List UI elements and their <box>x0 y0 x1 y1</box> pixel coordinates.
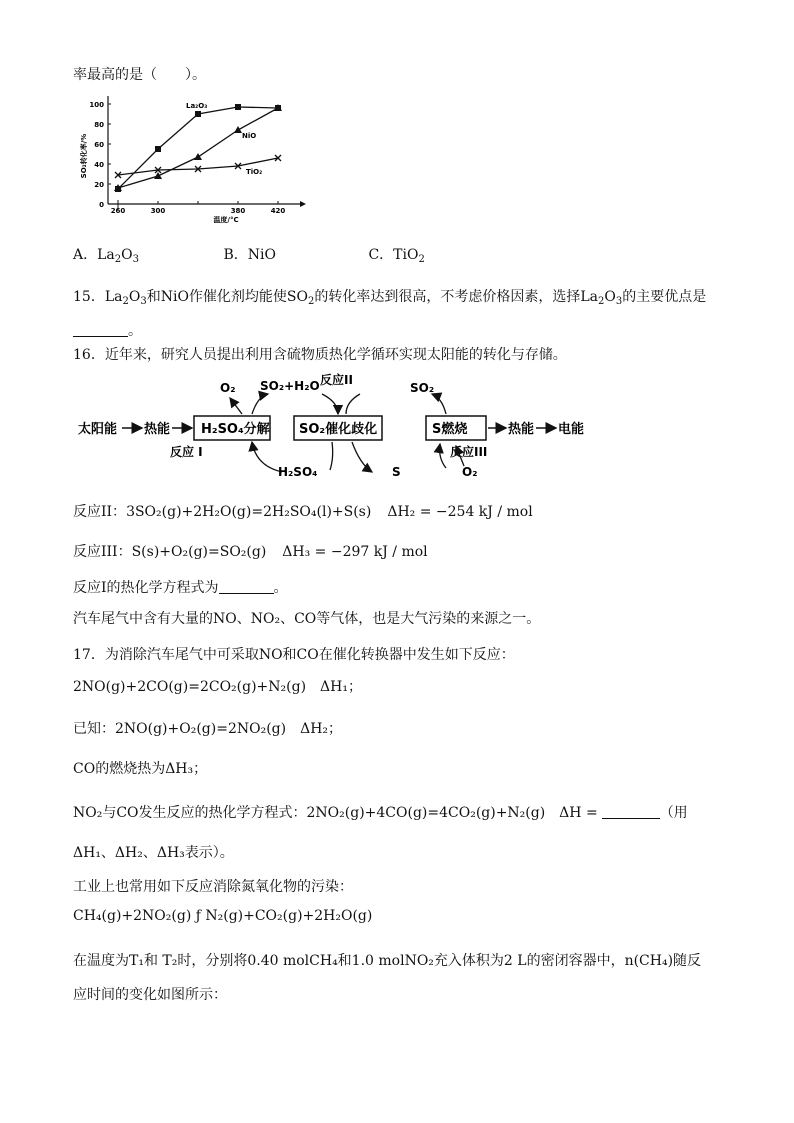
series-label-0: La₂O₃ <box>186 102 208 110</box>
arrow-o2-out <box>230 398 242 414</box>
q17-ch4-equation: CH₄(g)+2NO₂(g) ƒ N₂(g)+CO₂(g)+2H₂O(g) <box>73 908 373 924</box>
q17-eq1: 2NO(g)+2CO(g)=2CO₂(g)+N₂(g) ΔH₁； <box>73 679 362 695</box>
point-0 <box>195 111 201 117</box>
q17-stem: 17．为消除汽车尾气中可采取NO和CO在催化转换器中发生如下反应： <box>73 647 515 663</box>
so2h2o-label: SO₂+H₂O <box>260 379 320 393</box>
solar-label: 太阳能 <box>78 422 118 437</box>
series-line-0 <box>118 107 278 189</box>
o2-bottom-label: O₂ <box>462 465 478 479</box>
reaction3-equation: 反应III：S(s)+O₂(g)=SO₂(g) ΔH₃ = −297 kJ / mol <box>73 544 428 560</box>
reaction1-blank[interactable] <box>219 579 274 594</box>
point-0 <box>155 146 161 152</box>
arrow-box2-s-out <box>352 442 372 472</box>
series-label-1: NiO <box>242 132 257 140</box>
o2-top-label: O₂ <box>220 381 236 395</box>
q17-co-heat: CO的燃烧热为ΔH₃； <box>73 761 208 777</box>
option-b[interactable]: B．NiO <box>223 247 276 263</box>
arrow-into-box2-b <box>346 394 360 414</box>
series-line-1 <box>118 108 278 188</box>
arrow-box2-down-a <box>330 442 333 470</box>
heat-label: 热能 <box>144 422 171 437</box>
q15-answer-line: 。 <box>73 320 142 340</box>
reaction1-label: 反应 I <box>170 445 203 459</box>
series-label-2: TiO₂ <box>246 168 263 176</box>
box3-label: S燃烧 <box>432 422 468 437</box>
reaction1-question: 反应I的热化学方程式为 。 <box>73 580 288 596</box>
q15-blank[interactable] <box>73 322 128 337</box>
y-axis-label: SO₂转化率/% <box>80 133 88 179</box>
y-tick-label: 100 <box>89 101 104 109</box>
option-a[interactable]: A．$La_2O_3$ <box>73 247 140 265</box>
reaction3-label: 反应III <box>450 445 488 459</box>
q15-stem: 15．$La_2O_3$和NiO作催化剂均能使$SO_2$的转化率达到很高，不考虑价格因素，选择$La_2O_3$的主要优点是 <box>73 289 707 307</box>
x-tick-label: 420 <box>270 207 286 215</box>
q17-no2-co: NO₂与CO发生反应的热化学方程式：2NO₂(g)+4CO(g)=4CO₂(g)+N₂(g) ΔH = （用 <box>73 805 688 821</box>
q14-stem-tail: 率最高的是（ ）。 <box>73 67 206 83</box>
arrow-s-in <box>440 444 446 468</box>
y-tick-label: 60 <box>94 141 104 149</box>
electric-label: 电能 <box>558 422 585 437</box>
x-tick-label: 380 <box>230 207 246 215</box>
reaction2-equation: 反应II：3SO₂(g)+2H₂O(g)=2H₂SO₄(l)+S(s) ΔH₂ = −254 kJ / mol <box>73 504 533 520</box>
y-tick-label: 80 <box>94 121 104 129</box>
so2-conversion-chart <box>78 96 308 228</box>
h2so4-label: H₂SO₄ <box>278 465 318 479</box>
box2-label: SO₂催化歧化 <box>299 422 378 437</box>
option-c[interactable]: C．TiO$_2$ <box>368 247 425 265</box>
y-tick-label: 20 <box>94 181 104 189</box>
s-label: S <box>392 465 401 479</box>
x-tick-label: 260 <box>110 207 126 215</box>
q14-options <box>73 244 425 265</box>
q17-dh-blank[interactable] <box>602 804 660 819</box>
point-1 <box>194 153 202 160</box>
point-1 <box>234 126 242 133</box>
q17-condition-b: 应时间的变化如图所示： <box>73 987 227 1003</box>
so2-top-label: SO₂ <box>410 381 435 395</box>
point-0 <box>235 104 241 110</box>
q17-industry: 工业上也常用如下反应消除氮氧化物的污染： <box>73 879 353 895</box>
q17-condition-a: 在温度为T₁和 T₂时，分别将0.40 molCH₄和1.0 molNO₂充入体积为2 L的密闭容器中，n(CH₄)随反 <box>73 953 702 969</box>
q16-stem: 16．近年来，研究人员提出利用含硫物质热化学循环实现太阳能的转化与存储。 <box>73 347 567 363</box>
x-axis-label: 温度/°C <box>213 216 239 224</box>
q17-known: 已知：2NO(g)+O₂(g)=2NO₂(g) ΔH₂； <box>73 721 343 737</box>
arrow-so2h2o-out <box>252 394 268 414</box>
x-tick-label: 300 <box>150 207 166 215</box>
arrow-so2-out <box>432 394 446 414</box>
x-axis-arrow <box>300 201 306 207</box>
q17-express: ΔH₁、ΔH₂、ΔH₃表示）。 <box>73 845 234 861</box>
y-tick-label: 40 <box>94 161 104 169</box>
sulfur-cycle-diagram <box>70 372 600 484</box>
heat2-label: 热能 <box>508 422 535 437</box>
y-tick-label: 0 <box>99 201 104 209</box>
reaction2-label: 反应II <box>320 373 353 387</box>
arrow-into-box2 <box>322 394 338 414</box>
box1-label: H₂SO₄分解 <box>201 422 270 437</box>
exhaust-intro: 汽车尾气中含有大量的NO、NO₂、CO等气体，也是大气污染的来源之一。 <box>73 611 541 627</box>
